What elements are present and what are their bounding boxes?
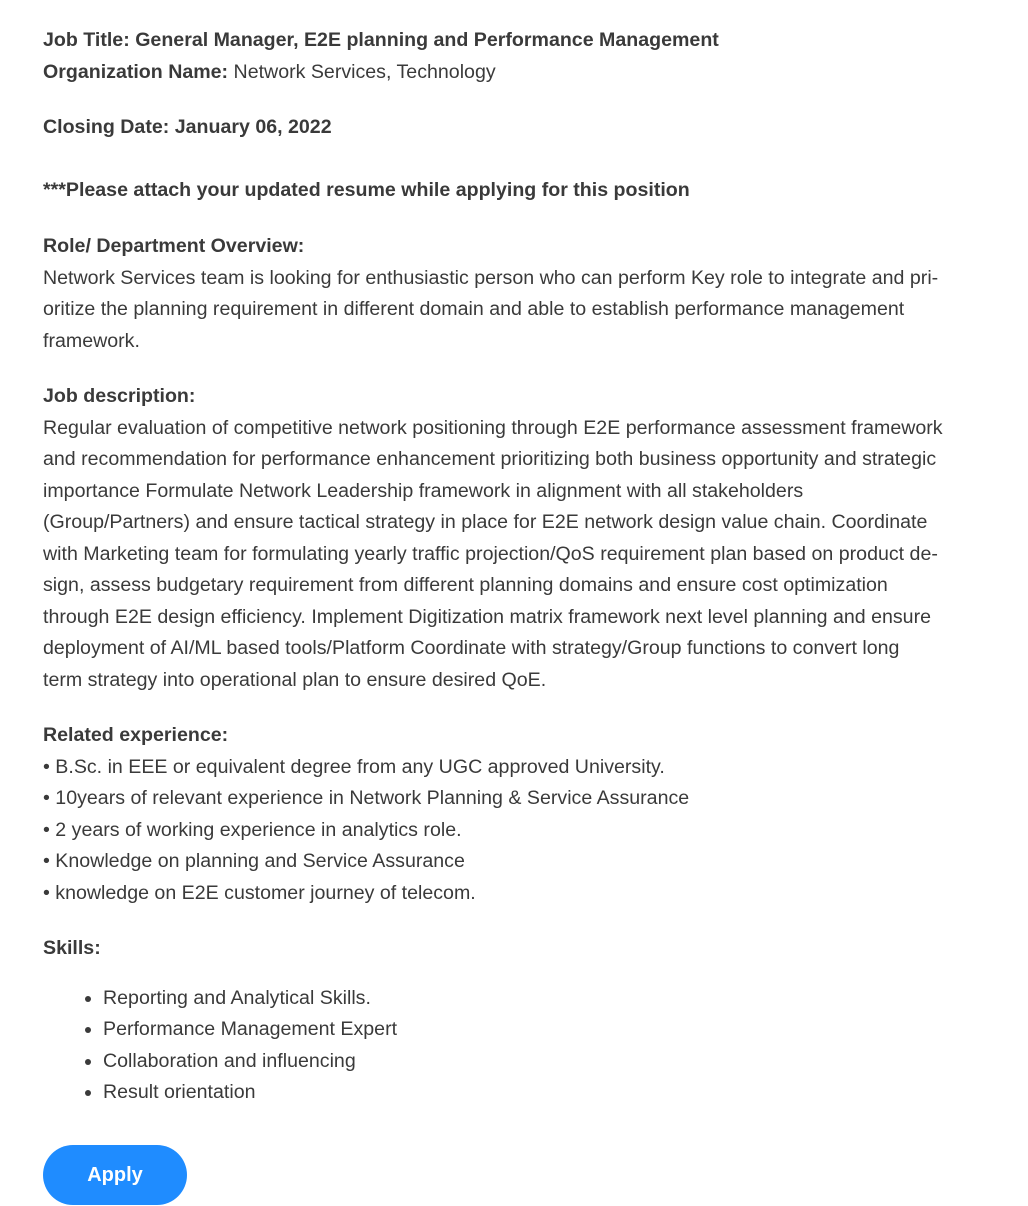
closing-date-value: January 06, 2022 [174,116,332,138]
skills-list [43,983,397,1109]
skills-section [43,933,397,1109]
job-description-line: sign, assess budgetary requirement from different planning domains and ensure cost optimization [43,574,888,596]
job-description-heading: Job description: [43,385,196,407]
job-description-line: deployment of AI/ML based tools/Platform Coordinate with strategy/Group functions to convert long [43,637,900,659]
job-description-line: Regular evaluation of competitive network positioning through E2E performance assessment framework [43,416,943,439]
related-experience-section [43,720,689,909]
skill-item: • Performance Management Expert [103,1014,397,1046]
job-header [43,25,719,88]
job-description-section [43,381,1019,696]
job-description-line: and recommendation for performance enhancement prioritizing both business opportunity and strategic [43,448,937,470]
job-title-label: Job Title: [43,29,130,51]
apply-button[interactable]: Apply [43,1145,187,1205]
attach-resume-note: ***Please attach your updated resume while applying for this position [43,179,690,201]
role-overview-line: Network Services team is looking for enthusiastic person who can perform Key role to integrate and pri- [43,266,939,289]
organization-value: Network Services, Technology [233,60,496,83]
job-description-line: through E2E design efficiency. Implement Digitization matrix framework next level planning and ensure [43,605,931,628]
related-experience-heading: Related experience: [43,724,229,746]
role-overview-section [43,231,1019,357]
job-description-line: importance Formulate Network Leadership framework in alignment with all stakeholders [43,479,804,502]
closing-date [43,112,332,144]
job-description-line: term strategy into operational plan to ensure desired QoE. [43,668,547,691]
organization-line [43,57,719,89]
job-title-line [43,25,719,57]
experience-item: • 2 years of working experience in analytics role. [43,818,462,841]
organization-label: Organization Name: [43,60,229,83]
role-overview-line: oritize the planning requirement in different domain and able to establish performance management [43,298,905,320]
role-overview-line: framework. [43,329,140,352]
skills-heading: Skills: [43,937,101,959]
experience-item: • knowledge on E2E customer journey of telecom. [43,881,476,904]
skill-item: • Result orientation [103,1077,397,1109]
job-description-line: (Group/Partners) and ensure tactical strategy in place for E2E network design value chain. Coordinate [43,511,928,533]
job-title-value: General Manager, E2E planning and Performance Management [135,29,719,51]
experience-item: • Knowledge on planning and Service Assurance [43,850,465,872]
experience-item: • 10years of relevant experience in Network Planning & Service Assurance [43,787,690,809]
role-overview-heading: Role/ Department Overview: [43,235,305,257]
skill-item: • Reporting and Analytical Skills. [103,983,397,1015]
skill-item: • Collaboration and influencing [103,1046,397,1078]
job-description-line: with Marketing team for formulating yearly traffic projection/QoS requirement plan based on product de- [43,542,938,565]
closing-date-label: Closing Date: [43,116,170,138]
experience-item: • B.Sc. in EEE or equivalent degree from any UGC approved University. [43,755,665,778]
